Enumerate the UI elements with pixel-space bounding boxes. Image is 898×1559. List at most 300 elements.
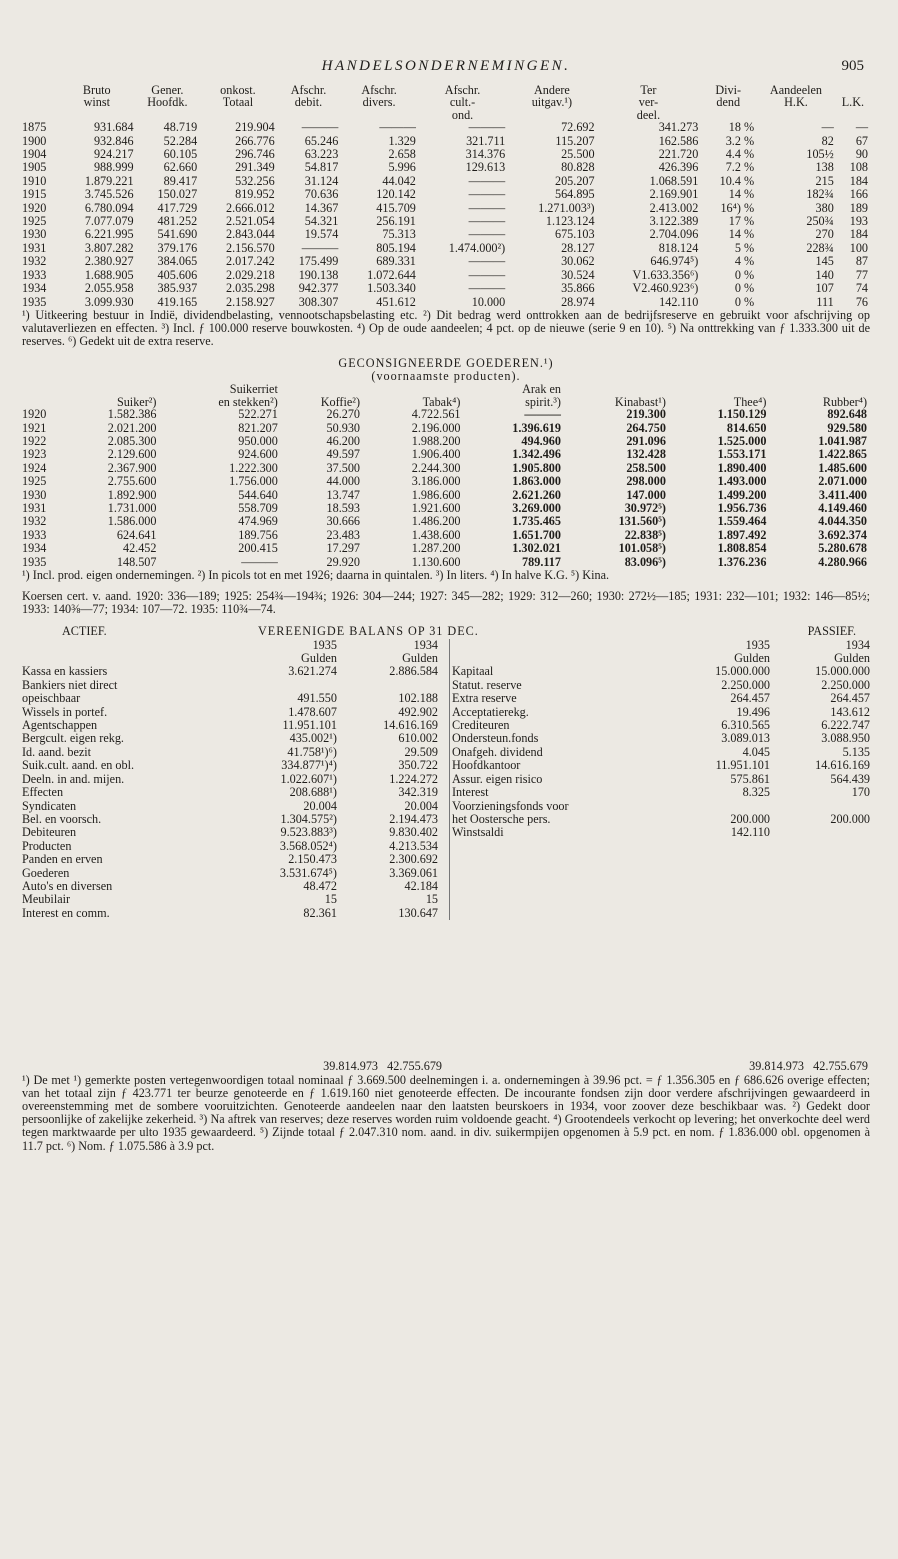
year-cell: 1934 xyxy=(22,541,47,556)
table-cell: 264.750 xyxy=(626,420,666,435)
column-header: Ter xyxy=(640,83,657,97)
table-cell: 950.000 xyxy=(238,433,278,448)
balance-label: Debiteuren xyxy=(22,825,77,840)
column-header: ond. xyxy=(451,107,474,122)
table-cell: 1.735.465 xyxy=(512,514,561,529)
table-row xyxy=(22,228,870,241)
table-cell: 1.503.340 xyxy=(367,281,416,296)
table-cell: ——— xyxy=(468,173,506,188)
table-cell: 256.191 xyxy=(376,214,416,229)
table-cell: 3.2 % xyxy=(725,133,755,148)
column-header: Thee⁴) xyxy=(733,394,767,409)
table-cell: 42.452 xyxy=(122,541,157,556)
column-header: spirit.³) xyxy=(525,394,561,409)
balance-label: Wissels in portef. xyxy=(22,704,108,719)
page-title: HANDELSONDERNEMINGEN. xyxy=(321,58,571,74)
table-row xyxy=(22,255,870,268)
balance-row xyxy=(22,853,442,866)
year-cell: 1930 xyxy=(22,227,47,242)
year-cell: 1933 xyxy=(22,267,47,282)
table-cell: 419.165 xyxy=(157,294,198,309)
balance-label: Meubilair xyxy=(22,892,71,907)
results-notes: ¹) Uitkeering bestuur in Indië, dividendbelasting, vennootschapsbelasting etc. ²) Dit bedrag werd onttrokken aan de bedrijfsreserve en gebruikt voor afschrijving op valutaverliezen en effecten. ³) Incl. ƒ 100.000 reserve bouwkosten. ⁴) Op de oude aandeelen; 4 pct. op de nieuwe (serie 9 en 10). ⁵) Na onttrekking van ƒ 1.333.300 uit de reserves. ⁶) Gedekt uit de extra reserve. xyxy=(22,307,870,349)
balance-label: Syndicaten xyxy=(22,798,77,813)
balance-label: Agentschappen xyxy=(22,718,98,733)
table-cell: 44.042 xyxy=(382,173,416,188)
table-cell: 26.270 xyxy=(326,407,361,422)
table-cell: 426.396 xyxy=(658,160,699,175)
results-table xyxy=(22,84,870,309)
column-header xyxy=(59,383,159,395)
column-header: Suiker²) xyxy=(116,394,157,409)
table-cell: 1.525.000 xyxy=(717,433,767,448)
table-cell: 148.507 xyxy=(116,554,157,569)
balance-value-1934: 3.369.061 xyxy=(389,865,438,880)
balance-label: Goederen xyxy=(22,865,70,880)
table-cell: 2.158.927 xyxy=(225,294,275,309)
balance-row xyxy=(22,907,442,920)
balance-value-1934: 14.616.169 xyxy=(383,718,438,733)
table-cell: 1.956.736 xyxy=(717,500,767,515)
balance-row xyxy=(22,759,442,772)
table-cell: 3.099.930 xyxy=(84,294,134,309)
balance-row xyxy=(22,813,442,826)
table-cell: 646.974⁵) xyxy=(650,254,699,269)
table-cell: 1.271.003³) xyxy=(538,200,595,215)
table-cell: 142.110 xyxy=(659,294,699,309)
balance-value-1935: 9.523.883³) xyxy=(280,825,337,840)
table-cell: 1.892.900 xyxy=(107,487,157,502)
year-cell: 1923 xyxy=(22,447,47,462)
table-cell: 72.692 xyxy=(561,120,595,135)
table-cell: 22.838⁵) xyxy=(624,527,666,542)
table-cell: 3.269.000 xyxy=(512,500,561,515)
table-cell: 111 xyxy=(816,294,834,309)
year-cell: 1904 xyxy=(22,147,47,162)
column-header: Bruto xyxy=(82,83,111,97)
table-cell: 30.524 xyxy=(561,267,595,282)
year-cell: 1922 xyxy=(22,433,47,448)
table-cell: 6.221.995 xyxy=(84,227,134,242)
table-cell: 532.256 xyxy=(235,173,275,188)
table-cell: 7.077.079 xyxy=(84,214,134,229)
table-cell: 1.493.000 xyxy=(717,474,767,489)
table-cell: 522.271 xyxy=(238,407,278,422)
table-row xyxy=(22,489,870,502)
consigned-subtitle: (voornaamste producten). xyxy=(371,368,521,383)
table-cell: 205.207 xyxy=(554,173,595,188)
balance-row xyxy=(452,759,870,772)
table-cell: 2.017.242 xyxy=(225,254,275,269)
balance-row xyxy=(452,706,870,719)
table-cell: 147.000 xyxy=(626,487,666,502)
column-header xyxy=(22,96,58,108)
table-cell: 30.666 xyxy=(326,514,361,529)
balance-value-1935: 208.688¹) xyxy=(289,785,337,800)
table-cell: 101.058⁵) xyxy=(618,541,666,556)
balance-label: opeischbaar xyxy=(22,691,81,706)
balance-value-1934: 102.188 xyxy=(398,691,438,706)
balance-row xyxy=(22,867,442,880)
balance-value-1934: 492.902 xyxy=(398,704,438,719)
balance-value-1934: 264.457 xyxy=(830,691,870,706)
balance-value-1934: 3.088.950 xyxy=(821,731,870,746)
year-cell: 1920 xyxy=(22,200,47,215)
table-cell: 2.755.600 xyxy=(107,474,157,489)
table-cell: 221.720 xyxy=(658,147,699,162)
balance-label: Ondersteun.fonds xyxy=(452,731,539,746)
column-header: deel. xyxy=(636,107,661,122)
table-cell: 1.287.200 xyxy=(411,541,461,556)
balance-value-1934: 15.000.000 xyxy=(815,664,870,679)
table-cell: 3.745.526 xyxy=(84,187,134,202)
table-cell: 108 xyxy=(849,160,868,175)
balance-label: Producten xyxy=(22,838,72,853)
table-cell: 417.729 xyxy=(157,200,198,215)
balance-label: Id. aand. bezit xyxy=(22,744,92,759)
year-cell: 1931 xyxy=(22,500,47,515)
table-cell: 250¾ xyxy=(806,214,834,229)
table-cell: 190.138 xyxy=(298,267,339,282)
table-cell: 564.895 xyxy=(554,187,595,202)
table-cell: ——— xyxy=(468,254,506,269)
table-cell: 2.129.600 xyxy=(107,447,157,462)
table-cell: ——— xyxy=(379,120,416,135)
table-cell: 46.200 xyxy=(326,433,361,448)
table-cell: 219.300 xyxy=(626,407,666,422)
table-cell: 1.329 xyxy=(388,133,416,148)
balance-value-1935: 19.496 xyxy=(736,704,770,719)
balance-row xyxy=(22,840,442,853)
balance-value-1935: 435.002¹) xyxy=(289,731,337,746)
table-cell: 1.988.200 xyxy=(411,433,461,448)
table-cell: 10.000 xyxy=(471,294,506,309)
passief-label: PASSIEF. xyxy=(807,623,856,638)
table-cell: 83.096⁵) xyxy=(624,554,666,569)
balance-label: Interest en comm. xyxy=(22,905,110,920)
column-header: Aandeelen xyxy=(769,83,823,97)
balance-value-1935: 6.310.565 xyxy=(721,718,770,733)
table-cell: 932.846 xyxy=(93,133,134,148)
table-cell: 818.124 xyxy=(658,240,699,255)
table-row xyxy=(22,121,870,134)
table-cell: 4.4 % xyxy=(725,147,755,162)
balance-value-1935: 48.472 xyxy=(303,878,337,893)
table-cell: 140 xyxy=(815,267,834,282)
balance-row xyxy=(22,880,442,893)
table-cell: 379.176 xyxy=(157,240,198,255)
table-cell: 2.704.096 xyxy=(649,227,699,242)
table-cell: 1.986.600 xyxy=(411,487,461,502)
table-cell: 1.222.300 xyxy=(229,460,278,475)
column-header: Rubber⁴) xyxy=(822,394,867,409)
balance-row xyxy=(22,800,442,813)
table-cell: 1.756.000 xyxy=(229,474,278,489)
table-cell: 321.711 xyxy=(466,133,506,148)
table-cell: 2.196.000 xyxy=(411,420,461,435)
table-cell: 1.906.400 xyxy=(411,447,461,462)
table-cell: 37.500 xyxy=(326,460,361,475)
balance-row xyxy=(22,786,442,799)
table-row xyxy=(22,542,870,555)
table-cell: 384.065 xyxy=(157,254,198,269)
balance-value-1935: 575.861 xyxy=(730,771,770,786)
column-header: Koffie²) xyxy=(320,394,361,409)
balance-row xyxy=(452,679,870,692)
table-cell: 184 xyxy=(849,227,868,242)
column-header: debit. xyxy=(294,95,323,110)
page xyxy=(22,56,870,1153)
table-row xyxy=(22,161,870,174)
table-cell: 1.486.200 xyxy=(411,514,461,529)
balance-value-1934: 170 xyxy=(851,785,870,800)
balance-value-1934: 143.612 xyxy=(830,704,870,719)
table-cell: 0 % xyxy=(734,267,755,282)
column-header: Kinabast¹) xyxy=(614,394,666,409)
passief-total-1935: 39.814.973 xyxy=(749,1059,805,1074)
table-row xyxy=(22,556,870,569)
balance-value-1934 xyxy=(337,679,442,692)
balance-label: Statut. reserve xyxy=(452,677,522,692)
table-cell: 17 % xyxy=(728,214,755,229)
balance-value-1934: 564.439 xyxy=(830,771,870,786)
table-row xyxy=(22,462,870,475)
table-cell: 942.377 xyxy=(298,281,339,296)
balance-row xyxy=(452,719,870,732)
year-cell: 1915 xyxy=(22,187,47,202)
table-cell: 35.866 xyxy=(561,281,595,296)
table-cell: 62.660 xyxy=(163,160,198,175)
table-cell: 70.636 xyxy=(304,187,339,202)
table-cell: 298.000 xyxy=(626,474,666,489)
table-cell: 789.117 xyxy=(522,554,561,569)
table-cell: 25.500 xyxy=(561,147,595,162)
actief-total-1935: 39.814.973 xyxy=(323,1059,379,1074)
table-cell: 145 xyxy=(815,254,834,269)
table-cell: 624.641 xyxy=(116,527,157,542)
balance-row xyxy=(452,665,870,678)
table-cell: 0 % xyxy=(734,294,755,309)
table-cell: 1.863.000 xyxy=(512,474,561,489)
table-cell: 6.780.094 xyxy=(84,200,134,215)
table-cell: 1.072.644 xyxy=(367,267,416,282)
table-cell: 541.690 xyxy=(157,227,198,242)
table-cell: 1.302.021 xyxy=(512,541,561,556)
balance-row xyxy=(452,732,870,745)
table-cell: 3.122.389 xyxy=(649,214,699,229)
balance-row xyxy=(452,826,870,839)
table-cell: 270 xyxy=(815,227,834,242)
table-cell: 29.920 xyxy=(326,554,361,569)
table-cell: 219.904 xyxy=(235,120,275,135)
table-cell: 52.284 xyxy=(163,133,198,148)
table-cell: 67 xyxy=(855,133,868,148)
table-cell: 75.313 xyxy=(382,227,416,242)
consigned-title: GECONSIGNEERDE GOEDEREN.¹) xyxy=(338,355,554,370)
table-cell: 314.376 xyxy=(465,147,506,162)
balance-row xyxy=(22,692,442,705)
page-header xyxy=(22,56,870,84)
table-cell: 2.521.054 xyxy=(225,214,275,229)
balance-value-1935: 1.304.575²) xyxy=(280,811,337,826)
year-cell: 1875 xyxy=(22,120,47,135)
column-header xyxy=(22,84,58,96)
table-cell: 82 xyxy=(821,133,834,148)
balance-value-1935: 4.045 xyxy=(742,744,770,759)
passief-year-1935: 1935 xyxy=(745,637,770,652)
balance-value-1934: 5.135 xyxy=(842,744,870,759)
balance-value-1935: 3.621.274 xyxy=(288,664,337,679)
balance-label: Acceptatierekg. xyxy=(452,704,529,719)
table-cell: 2.413.002 xyxy=(649,200,699,215)
table-cell: 2.843.044 xyxy=(225,227,275,242)
table-cell: 474.969 xyxy=(238,514,278,529)
table-cell: 2.169.901 xyxy=(649,187,699,202)
balance-value-1934: 2.194.473 xyxy=(389,811,438,826)
balance-value-1935: 264.457 xyxy=(730,691,770,706)
balance-value-1934: 200.000 xyxy=(830,811,870,826)
table-cell: 54.321 xyxy=(304,214,339,229)
year-cell: 1905 xyxy=(22,160,47,175)
actief-label: ACTIEF. xyxy=(62,623,107,638)
balance-value-1935: 41.758¹)⁶) xyxy=(287,744,337,759)
table-row xyxy=(22,282,870,295)
table-cell: 675.103 xyxy=(554,227,595,242)
table-cell: 74 xyxy=(855,281,868,296)
balance-value-1934: 6.222.747 xyxy=(821,718,870,733)
table-cell: 1.150.129 xyxy=(717,407,767,422)
column-header: Suikerriet xyxy=(229,382,278,397)
table-cell: 341.273 xyxy=(658,120,699,135)
actief-year-1935: 1935 xyxy=(312,637,337,652)
balance-row xyxy=(22,706,442,719)
table-cell: 2.621.260 xyxy=(512,487,561,502)
table-cell: 544.640 xyxy=(238,487,278,502)
table-cell: 2.666.012 xyxy=(225,200,275,215)
table-cell: 31.124 xyxy=(304,173,339,188)
table-cell: 924.217 xyxy=(93,147,134,162)
table-cell: 3.411.400 xyxy=(818,487,867,502)
table-row xyxy=(22,422,870,435)
table-cell: 924.600 xyxy=(238,447,278,462)
column-header: Afschr. xyxy=(361,83,397,97)
balance-value-1934: 15 xyxy=(425,892,438,907)
table-cell: 90 xyxy=(855,147,868,162)
table-cell: 4 % xyxy=(734,254,755,269)
balance-value-1935: 20.004 xyxy=(303,798,337,813)
column-header: Tabak⁴) xyxy=(422,394,461,409)
table-cell: 2.380.927 xyxy=(84,254,134,269)
balance-label: Onafgeh. dividend xyxy=(452,744,543,759)
column-header: Afschr. xyxy=(444,83,481,97)
actief-total-1934: 42.755.679 xyxy=(387,1059,442,1074)
table-cell: 215 xyxy=(815,173,834,188)
table-cell: 1.342.496 xyxy=(512,447,561,462)
table-cell: 115.207 xyxy=(555,133,595,148)
table-cell: 48.719 xyxy=(163,120,198,135)
year-cell: 1910 xyxy=(22,173,47,188)
passief-column xyxy=(450,639,870,921)
balance-row xyxy=(452,786,870,799)
table-cell: 2.367.900 xyxy=(107,460,157,475)
table-cell: 814.650 xyxy=(726,420,767,435)
table-cell: 821.207 xyxy=(238,420,278,435)
page-number: 905 xyxy=(841,58,864,74)
column-header: winst xyxy=(83,95,110,110)
table-row xyxy=(22,215,870,228)
table-cell: 5.280.678 xyxy=(818,541,867,556)
balance-label: Assur. eigen risico xyxy=(452,771,543,786)
column-header xyxy=(769,383,870,395)
year-cell: 1931 xyxy=(22,240,47,255)
balance-value-1934: 1.224.272 xyxy=(389,771,438,786)
column-header: divers. xyxy=(362,95,396,110)
table-cell: 30.062 xyxy=(561,254,595,269)
column-header xyxy=(22,383,59,395)
balance-row xyxy=(452,800,870,813)
table-cell: ——— xyxy=(468,120,506,135)
balance-value-1935: 15 xyxy=(324,892,337,907)
table-cell: 1.396.619 xyxy=(512,420,561,435)
balance-value-1934: 20.004 xyxy=(404,798,438,813)
table-cell: 1.905.800 xyxy=(512,460,561,475)
table-cell: 23.483 xyxy=(326,527,361,542)
table-cell: 1.123.124 xyxy=(545,214,595,229)
table-cell: 2.071.000 xyxy=(818,474,867,489)
table-cell: 1.651.700 xyxy=(512,527,561,542)
balance-value-1935: 82.361 xyxy=(303,905,337,920)
table-cell: 494.960 xyxy=(521,433,561,448)
table-cell: 77 xyxy=(855,267,868,282)
table-cell: V2.460.923⁶) xyxy=(632,281,699,296)
table-cell: 819.952 xyxy=(235,187,275,202)
balance-row xyxy=(22,773,442,786)
table-cell: 150.027 xyxy=(157,187,198,202)
table-cell: ——— xyxy=(301,240,339,255)
table-cell: 7.2 % xyxy=(725,160,755,175)
table-cell: ——— xyxy=(241,554,278,569)
table-cell: 54.817 xyxy=(304,160,339,175)
table-cell: 258.500 xyxy=(626,460,666,475)
table-cell: 189.756 xyxy=(238,527,278,542)
table-cell: 228¾ xyxy=(806,240,834,255)
balance-row xyxy=(22,746,442,759)
table-cell: 28.127 xyxy=(561,240,595,255)
balance-value-1935: 11.951.101 xyxy=(715,758,770,773)
table-cell: 120.142 xyxy=(376,187,416,202)
table-row xyxy=(22,269,870,282)
column-header: Andere xyxy=(533,83,570,97)
year-cell: 1930 xyxy=(22,487,47,502)
balance-label: Extra reserve xyxy=(452,691,517,706)
table-cell: 107 xyxy=(815,281,834,296)
balance-label: Hoofdkantoor xyxy=(452,758,521,773)
consigned-table xyxy=(22,383,870,569)
table-cell: 451.612 xyxy=(376,294,416,309)
balance-label: Effecten xyxy=(22,785,64,800)
balance-value-1934: 610.002 xyxy=(398,731,438,746)
table-cell: 30.972⁵) xyxy=(624,500,666,515)
table-cell: 405.606 xyxy=(157,267,198,282)
table-cell: 1.376.236 xyxy=(717,554,767,569)
table-cell: 1.068.591 xyxy=(649,173,699,188)
table-cell: 129.613 xyxy=(465,160,506,175)
table-cell: 175.499 xyxy=(298,254,339,269)
table-cell: 2.035.298 xyxy=(225,281,275,296)
balance-label: Crediteuren xyxy=(452,718,510,733)
table-cell: 1.422.865 xyxy=(818,447,867,462)
header-row xyxy=(22,383,870,395)
